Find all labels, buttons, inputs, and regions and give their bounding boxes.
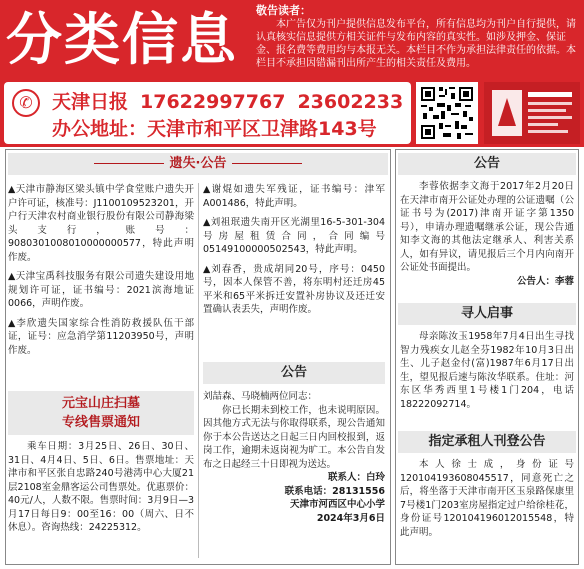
missing-person-text: 母亲陈汝玉1958年7月4日出生寻找智力残疾女儿赵全芬1982年10月3日出生、儿子赵金付(富)1987年6月17日出生，望见报后速与陈汝华联系。住址：河东区华秀西里1号楼1门204，电话18222092714。: [400, 331, 574, 410]
address-label: 办公地址：: [52, 118, 148, 140]
phone-number-1[interactable]: 17622997767: [140, 91, 286, 113]
ticket-notice-text: 乘车日期：3月25日、26日、30日、31日、4月4日、5日、6日。售票地址：天津市和平区张自忠路240号港湾中心大厦21层2108室金鼎客运公司售票处。优惠票价：40元/人，人数不限。售票时间：3月9日—3月17日每日9：00至16：00（周六、日不休息）。咨询热线：24225312。: [8, 441, 194, 533]
lost-notice-title-text: 遗失·公告: [169, 156, 227, 171]
school-notice: [203, 390, 385, 560]
ticket-title-1: 元宝山庄扫墓: [61, 396, 140, 411]
inheritance-notice: [400, 180, 574, 298]
qr-code-graphic: [419, 85, 475, 141]
lost-notice-list-b: [203, 183, 385, 358]
reader-notice: [256, 4, 582, 80]
tenant-notice-text: 本人徐士成，身份证号12010419360804551​7，同意死亡之后，将坐落于天津市南开区玉泉路保康里7号楼1门203室房屋指定过户给徐桂花，身份证号120104196012015548，特此声明。: [400, 459, 574, 538]
school-notice-text: 你已长期未到校工作，也未说明原因。因其他方式无法与你取得联系，现公告通知你于本公告送达之日起三日内回校报到，返岗工作，逾期未返岗视为旷工。本公告自发布之日起经三十日即视为送达。: [203, 404, 385, 470]
list-item: ▲谢焜如遗失军残证，证书编号：津军A001486，特此声明。: [203, 184, 385, 209]
reader-notice-text: 本广告仅为刊户提供信息发布平台，所有信息均为刊户自行提供，请认真核实信息提供方相关证件与发布内容的真实性。如涉及押金、保证金、报名费等费用均与本报无关。本栏目不作为承担法律责任的依据。本栏目不承担因错漏刊出所产生的相关责任及费用。: [256, 19, 576, 69]
school-notice-contact: 联系人：白玲: [327, 472, 385, 483]
lost-notice-list-a: [8, 183, 194, 388]
lost-notice-section-title: [8, 153, 388, 175]
list-item: ▲天津宝禹科技服务有限公司遗失建设用地规划许可证，证书编号：2021滨海地证0066，声明作废。: [8, 271, 194, 309]
school-notice-phone: 联系电话：28131556: [284, 485, 385, 497]
address-text: 天津市和平区卫津路143号: [147, 118, 377, 140]
school-notice-org: 天津市河西区中心小学: [289, 499, 385, 510]
school-notice-salutation: 刘喆森、马晓楠两位同志：: [203, 391, 318, 402]
missing-person-title: 寻人启事: [398, 303, 576, 325]
address-line: [52, 114, 412, 140]
phone-icon: ✆: [12, 89, 40, 117]
tenant-notice-title: 指定承租人刊登公告: [398, 431, 576, 453]
inheritance-notice-text: 李蓉依据李文海于2017年2月20日在天津市南开公证处办理的公证遗嘱（公证书号为(2017)津南开证字第1350号），申请办理遗嘱继承公证，现公告通知李文海的其他法定继承人、利害关系人，如有异议，请见报后三个月内向南开公证处书面提出。: [400, 181, 574, 273]
list-item: ▲刘春香，贵成胡同20号，序号：0450号，因本人保管不善，将东明村还迁房45平米和65平米拆迁安置补房协议及还迁安置确认表丢失，声明作废。: [203, 263, 385, 315]
school-notice-date: 2024年3月6日: [316, 512, 385, 524]
page-title: 分类信息: [6, 8, 238, 73]
phone-number-2[interactable]: 23602233: [297, 91, 404, 113]
list-item: ▲天津市静海区梁头镇中学食堂账户遗失开户许可证，核准号：J1100109523201，开户行天津农村商业银行股份有限公司静海梁头支行，账号：9080301008010000000577，特此声明作废。: [8, 184, 194, 263]
list-item: ▲刘祖珉遗失南开区光湖里16-5-301-304号房屋租赁合同，合同编号05149100000502543，特此声明。: [203, 217, 385, 255]
paper-name: 天津日报: [52, 91, 129, 113]
school-notice-title: 公告: [203, 362, 385, 384]
inheritance-notice-title: 公告: [398, 153, 576, 175]
ticket-title-2: 专线售票通知: [61, 415, 140, 430]
reader-notice-heading: 敬告读者：: [256, 4, 311, 17]
qr-code-icon[interactable]: [416, 82, 478, 144]
column-divider: [198, 183, 199, 558]
list-item: ▲李欣遗失国家综合性消防救援队伍干部证，证号：应急消学第11203950号，声明作废。: [8, 317, 194, 356]
newspaper-logo-icon: [484, 82, 580, 144]
inheritance-notice-signature: 公告人：李蓉: [516, 275, 574, 287]
phone-line: [52, 87, 412, 113]
ticket-notice-title: [8, 391, 194, 435]
